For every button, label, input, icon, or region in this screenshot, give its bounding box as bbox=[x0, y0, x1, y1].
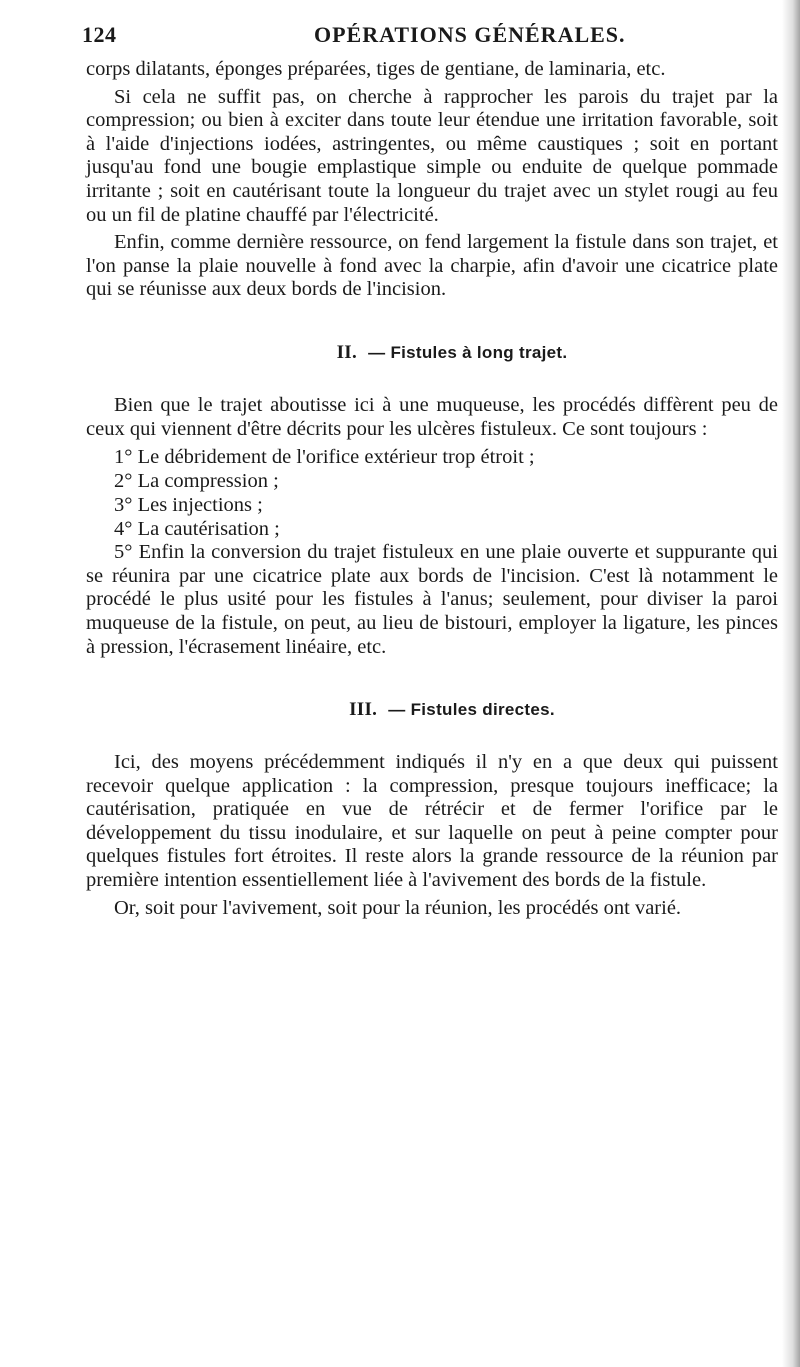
page-number: 124 bbox=[82, 22, 117, 47]
section-heading-directes bbox=[86, 699, 778, 721]
paragraph: Bien que le trajet aboutisse ici à une muqueuse, les procédés diffèrent peu de ceux qui viennent d'être décrits pour les ulcères fistuleux. Ce sont toujours : bbox=[86, 393, 778, 440]
list-item: 5° Enfin la conversion du trajet fistuleux en une plaie ouverte et suppurante qui se réunira par une cicatrice plate aux bords de l'incision. C'est là notamment le procédé le plus usité pour les fistules à l'anus; seulement, pour diviser la paroi muqueuse de la fistule, on peut, au lieu de bistouri, employer la ligature, les pinces à pression, l'écrasement linéaire, etc. bbox=[86, 541, 778, 658]
page-edge-shadow bbox=[782, 0, 800, 1367]
paragraph-continuation: corps dilatants, éponges préparées, tiges de gentiane, de laminaria, etc. bbox=[86, 58, 666, 80]
list-item: 2° La compression ; bbox=[114, 470, 279, 493]
paragraph: Or, soit pour l'avivement, soit pour la réunion, les procédés ont varié. bbox=[114, 896, 682, 919]
paragraph: Si cela ne suffit pas, on cherche à rapprocher les parois du trajet par la compression; ou bien à exciter dans toute leur étendue une irritation favorable, soit à l'aide d'injections iodées, astringentes, ou même caustiques ; soit en portant jusqu'au fond une bougie emplastique simple ou enduite de quelque pommade irritante ; soit en cautérisant toute la longueur du trajet avec un stylet rougi au feu ou un fil de platine chauffé par l'électricité. bbox=[86, 85, 778, 226]
paragraph: Enfin, comme dernière ressource, on fend largement la fistule dans son trajet, et l'on panse la plaie nouvelle à fond avec la charpie, afin d'avoir une cicatrice plate qui se réunisse aux deux bords de l'incision. bbox=[86, 231, 778, 301]
paragraph: Ici, des moyens précédemment indiqués il n'y en a que deux qui puissent recevoir quelque application : la compression, presque toujours inefficace; la cautérisation, pratiquée en vue de rétrécir et de fermer l'orifice par le développement du tissu inodulaire, et sur laquelle on peut à peine compter pour quelques fistules fort étroites. Il reste alors la grande ressource de la réunion par première intention essentiellement liée à l'avivement des bords de la fistule. bbox=[86, 751, 778, 892]
list-item: 4° La cautérisation ; bbox=[114, 518, 280, 541]
list-item: 3° Les injections ; bbox=[114, 494, 263, 517]
section-title: — Fistules à long trajet. bbox=[368, 342, 568, 362]
section-title: — Fistules directes. bbox=[388, 700, 555, 720]
page-body bbox=[86, 58, 778, 920]
section-heading-long-trajet bbox=[86, 342, 778, 364]
list-item: 1° Le débridement de l'orifice extérieur trop étroit ; bbox=[114, 446, 535, 469]
page-header bbox=[82, 22, 772, 52]
section-numeral: III. bbox=[349, 699, 378, 721]
section-numeral: II. bbox=[336, 341, 358, 363]
running-title: OPÉRATIONS GÉNÉRALES. bbox=[314, 22, 626, 47]
